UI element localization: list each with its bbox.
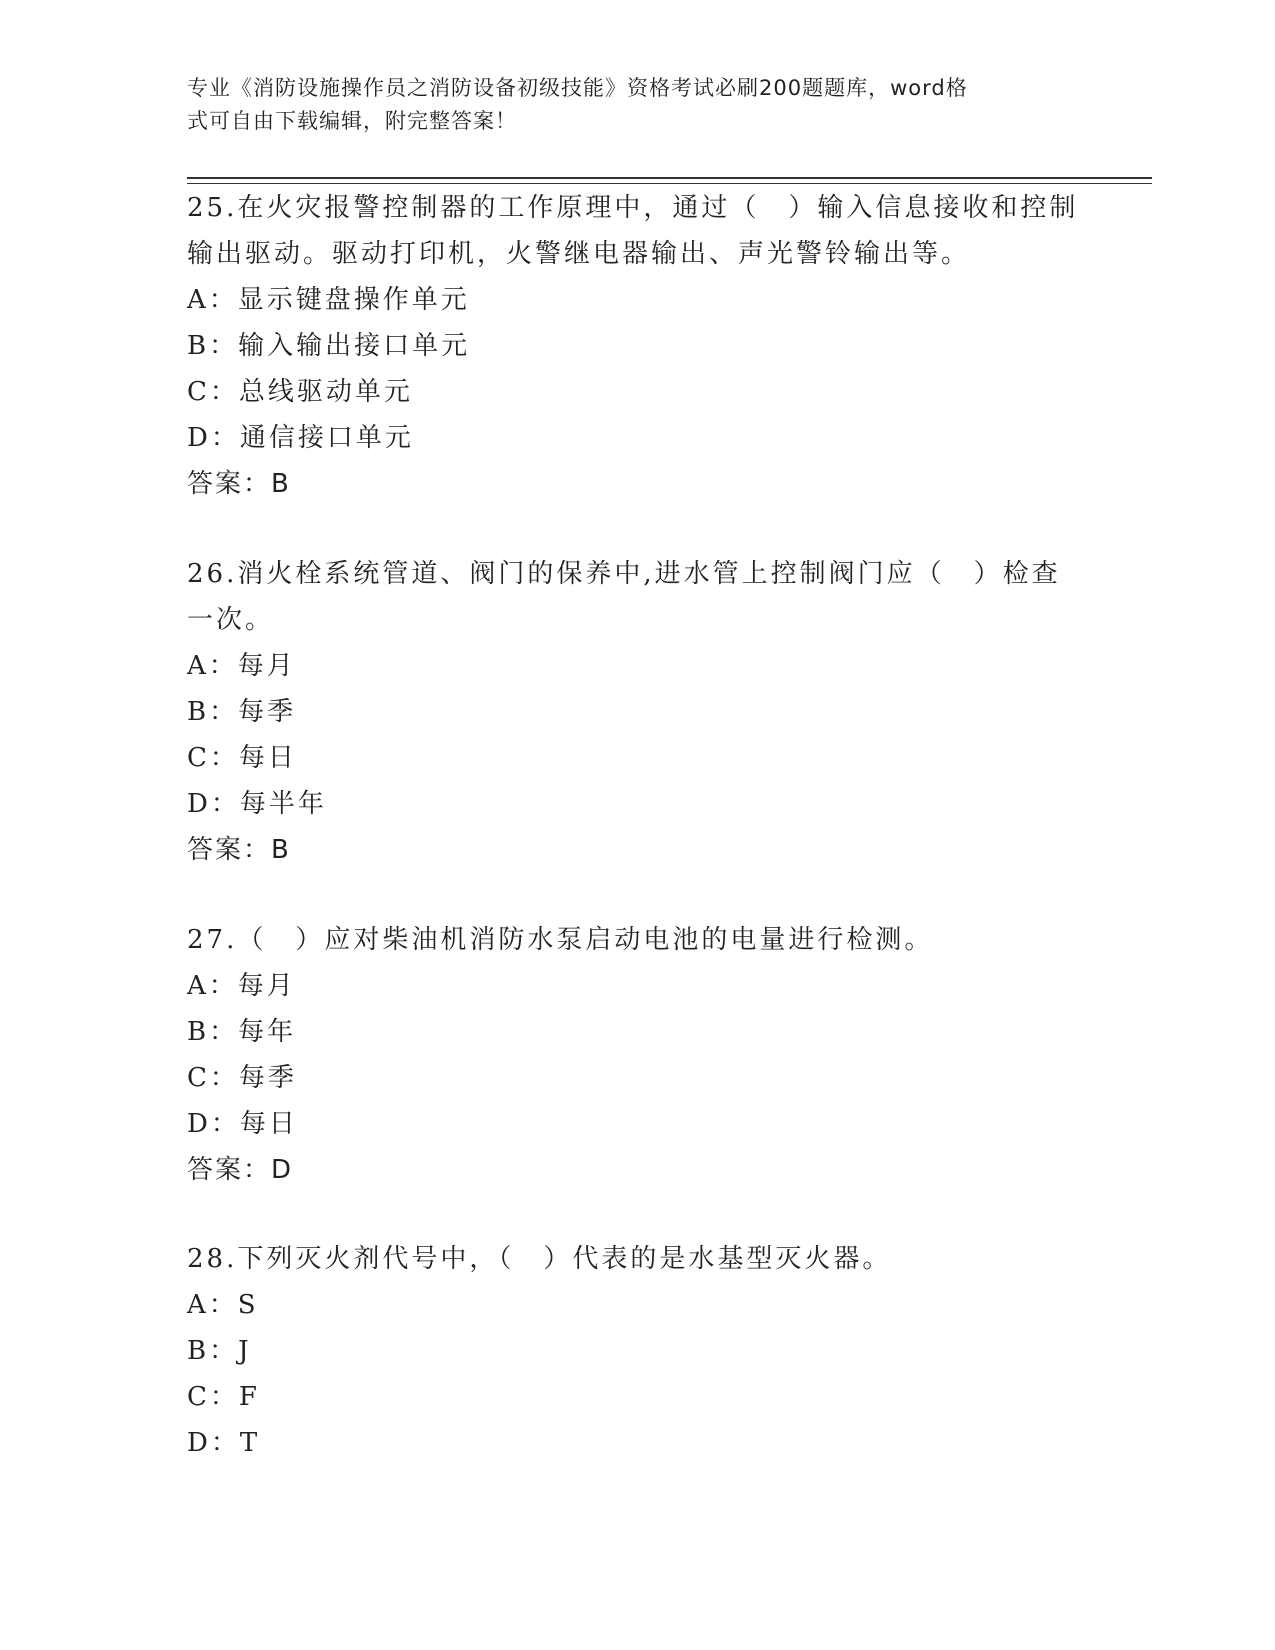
option-c: C：总线驱动单元 <box>187 377 413 407</box>
question-stem-line: 25.在火灾报警控制器的工作原理中，通过（ ）输入信息接收和控制 <box>187 193 1079 223</box>
option-c: C：每季 <box>187 1063 297 1093</box>
option-d: D：每半年 <box>187 789 327 819</box>
option-a: A：S <box>187 1290 259 1320</box>
question-28 <box>187 1236 1087 1466</box>
header-line-1: 专业《消防设施操作员之消防设备初级技能》资格考试必刷200题题库，word格 <box>187 76 968 100</box>
answer: 答案：B <box>187 469 291 499</box>
option-c: C：F <box>187 1382 260 1412</box>
option-a: A：每月 <box>187 651 296 681</box>
header-rule-thin <box>187 183 1152 184</box>
option-d: D：每日 <box>187 1109 298 1139</box>
question-stem-line: 一次。 <box>187 605 275 635</box>
option-c: C：每日 <box>187 743 297 773</box>
answer: 答案：D <box>187 1155 294 1185</box>
option-d: D：通信接口单元 <box>187 423 414 453</box>
header-line-2: 式可自由下载编辑，附完整答案！ <box>187 109 517 133</box>
option-b: B：每季 <box>187 697 297 727</box>
option-b: B：J <box>187 1336 252 1366</box>
answer: 答案：B <box>187 835 291 865</box>
option-b: B：输入输出接口单元 <box>187 331 471 361</box>
question-stem-line: 28.下列灭火剂代号中，（ ）代表的是水基型灭火器。 <box>187 1244 892 1274</box>
option-b: B：每年 <box>187 1017 297 1047</box>
header-rule <box>187 177 1152 179</box>
question-27 <box>187 917 1087 1193</box>
question-26 <box>187 551 1087 873</box>
question-stem-line: 26.消火栓系统管道、阀门的保养中,进水管上控制阀门应（ ）检查 <box>187 559 1061 589</box>
option-d: D：T <box>187 1428 261 1458</box>
question-stem-line: 输出驱动。驱动打印机，火警继电器输出、声光警铃输出等。 <box>187 239 971 269</box>
option-a: A：每月 <box>187 971 296 1001</box>
document-header <box>187 72 1067 138</box>
question-stem-line: 27.（ ）应对柴油机消防水泵启动电池的电量进行检测。 <box>187 925 934 955</box>
option-a: A：显示键盘操作单元 <box>187 285 470 315</box>
question-25 <box>187 185 1087 507</box>
